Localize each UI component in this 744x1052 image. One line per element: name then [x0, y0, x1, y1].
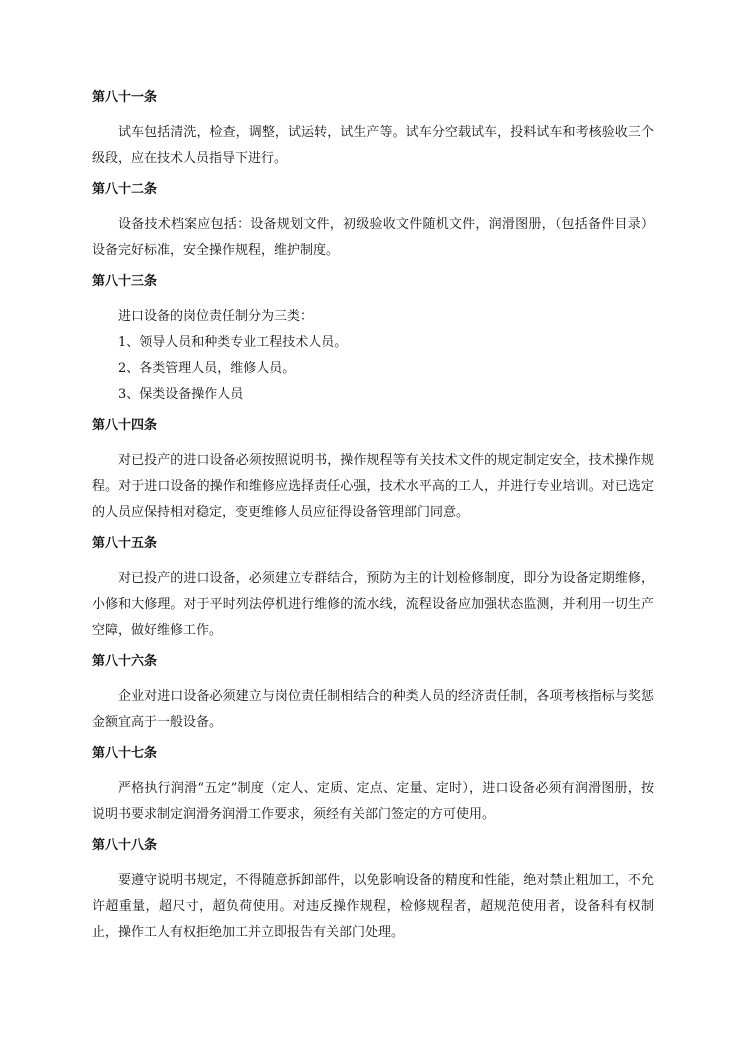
article-83-item-3: 3、保类设备操作人员 — [118, 387, 244, 402]
article-88-title: 第八十八条 — [92, 838, 158, 853]
article-82-text: 设备技术档案应包括：设备规划文件，初级验收文件随机文件，润滑图册，（包括备件目录）设备完好标准，安全操作规程，维护制度。 — [92, 217, 654, 258]
article-83-item-1: 1、领导人员和种类专业工程技术人员。 — [118, 335, 348, 350]
article-87-text: 严格执行润滑“五定”制度（定人、定质、定点、定量、定时），进口设备必须有润滑图册，按说明书要求制定润滑务润滑工作要求，须经有关部门签定的方可使用。 — [92, 781, 654, 822]
article-83-title: 第八十三条 — [92, 274, 158, 289]
article-82-title: 第八十二条 — [92, 182, 158, 197]
article-86-title: 第八十六条 — [92, 654, 158, 669]
article-83-list — [92, 304, 654, 408]
article-86-text: 企业对进口设备必须建立与岗位责任制相结合的种类人员的经济责任制，各项考核指标与奖惩金额宜高于一般设备。 — [92, 689, 654, 730]
document-body — [92, 88, 654, 954]
article-84-text: 对已投产的进口设备必须按照说明书，操作规程等有关技术文件的规定制定安全，技术操作规程。对于进口设备的操作和维修应选择责任心强，技术水平高的工人，并进行专业培训。对已选定的人员应保持相对稳定，变更维修人员应征得设备管理部门同意。 — [92, 453, 654, 520]
article-87-title: 第八十七条 — [92, 746, 158, 761]
article-81-title: 第八十一条 — [92, 90, 158, 105]
article-84-title: 第八十四条 — [92, 418, 158, 433]
article-85-text: 对已投产的进口设备，必须建立专群结合，预防为主的计划检修制度，即分为设备定期维修，小修和大修理。对于平时列法停机进行维修的流水线，流程设备应加强状态监测，并利用一切生产空障，做好维修工作。 — [92, 571, 654, 638]
article-85-title: 第八十五条 — [92, 536, 158, 551]
article-83-intro: 进口设备的岗位责任制分为三类： — [118, 309, 314, 324]
article-81-text: 试车包括清洗，检查，调整，试运转，试生产等。试车分空载试车，投料试车和考核验收三个级段，应在技术人员指导下进行。 — [92, 125, 654, 166]
article-88-text: 要遵守说明书规定，不得随意拆卸部件，以免影响设备的精度和性能，绝对禁止粗加工，不允许超重量，超尺寸，超负荷使用。对违反操作规程，检修规程者，超规范使用者，设备科有权制止，操作工人有权拒绝加工并立即报告有关部门处理。 — [92, 873, 654, 940]
article-83-item-2: 2、各类管理人员，维修人员。 — [118, 361, 296, 376]
